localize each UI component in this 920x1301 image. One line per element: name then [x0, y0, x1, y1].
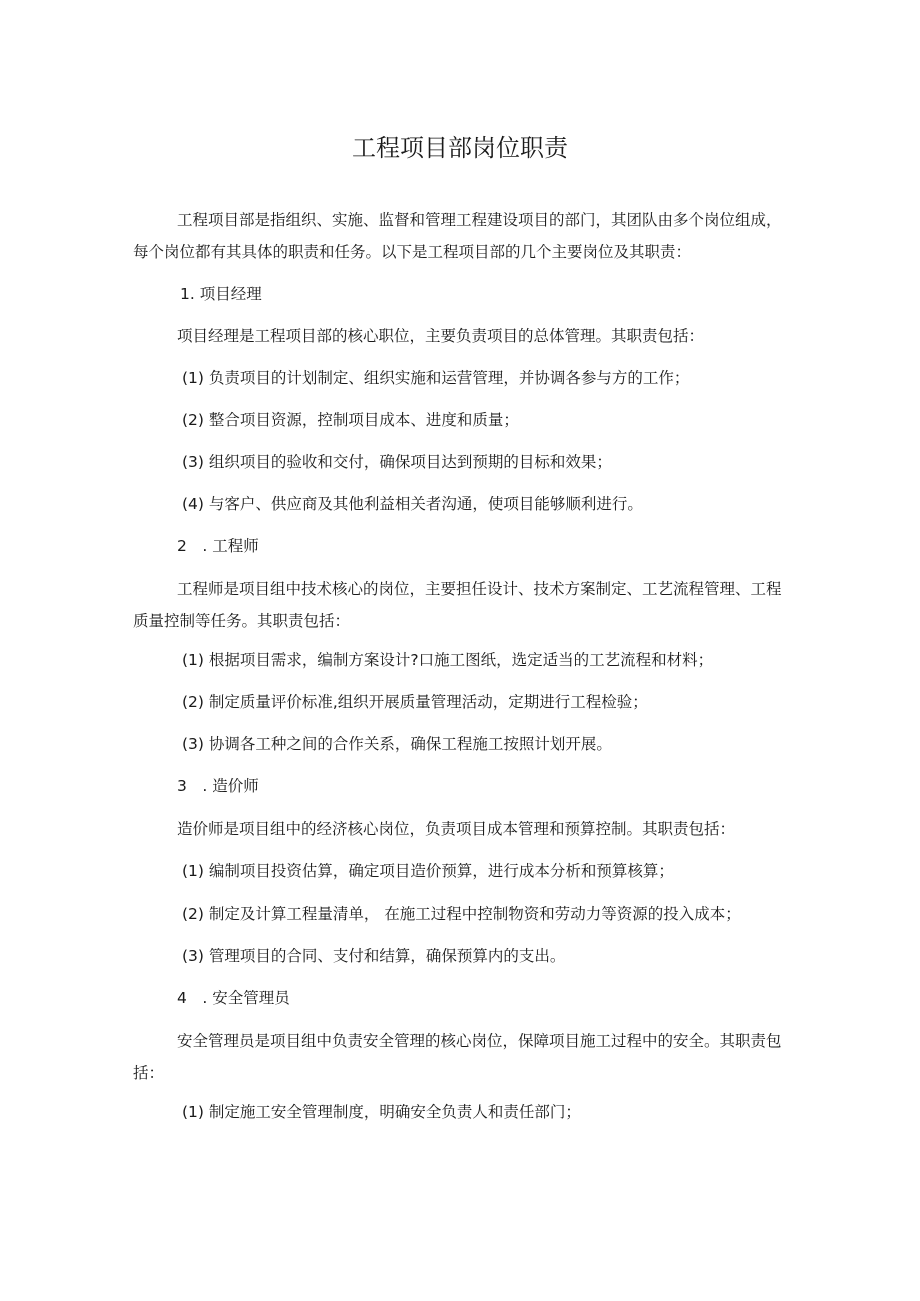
list-item: (1) 负责项目的计划制定、组织实施和运营管理，并协调各参与方的工作；: [182, 369, 690, 387]
section-heading-project-manager: 1. 项目经理: [180, 285, 262, 303]
list-item: (3) 协调各工种之间的合作关系，确保工程施工按照计划开展。: [182, 735, 612, 753]
section-summary: 造价师是项目组中的经济核心岗位，负责项目成本管理和预算控制。其职责包括：: [177, 820, 736, 838]
list-item: (1) 根据项目需求，编制方案设计?口施工图纸，选定适当的工艺流程和材料；: [182, 651, 714, 669]
list-item: (2) 制定及计算工程量清单， 在施工过程中控制物资和劳动力等资源的投入成本；: [182, 905, 741, 923]
section-summary: 安全管理员是项目组中负责安全管理的核心岗位，保障项目施工过程中的安全。其职责包括：: [133, 1032, 782, 1082]
section-heading-engineer: 2 . 工程师: [177, 537, 259, 555]
section-summary: 项目经理是工程项目部的核心职位，主要负责项目的总体管理。其职责包括：: [177, 327, 705, 345]
section-heading-cost-engineer: 3 . 造价师: [177, 777, 259, 795]
list-item: (4) 与客户、供应商及其他利益相关者沟通，使项目能够顺利进行。: [182, 495, 643, 513]
list-item: (1) 编制项目投资估算，确定项目造价预算，进行成本分析和预算核算；: [182, 862, 674, 880]
list-item: (3) 组织项目的验收和交付，确保项目达到预期的目标和效果；: [182, 453, 612, 471]
intro-paragraph: 工程项目部是指组织、实施、监督和管理工程建设项目的部门，其团队由多个岗位组成，每个岗位都有其具体的职责和任务。以下是工程项目部的几个主要岗位及其职责：: [133, 211, 782, 261]
section-summary: 工程师是项目组中技术核心的岗位，主要担任设计、技术方案制定、工艺流程管理、工程质量控制等任务。其职责包括：: [133, 580, 782, 630]
section-heading-safety-officer: 4 . 安全管理员: [177, 989, 290, 1007]
list-item: (2) 整合项目资源，控制项目成本、进度和质量；: [182, 411, 519, 429]
list-item: (3) 管理项目的合同、支付和结算，确保预算内的支出。: [182, 947, 566, 965]
list-item: (2) 制定质量评价标准,组织开展质量管理活动，定期进行工程检验；: [182, 693, 648, 711]
document-title: 工程项目部岗位职责: [352, 134, 568, 162]
list-item: (1) 制定施工安全管理制度，明确安全负责人和责任部门；: [182, 1103, 581, 1121]
